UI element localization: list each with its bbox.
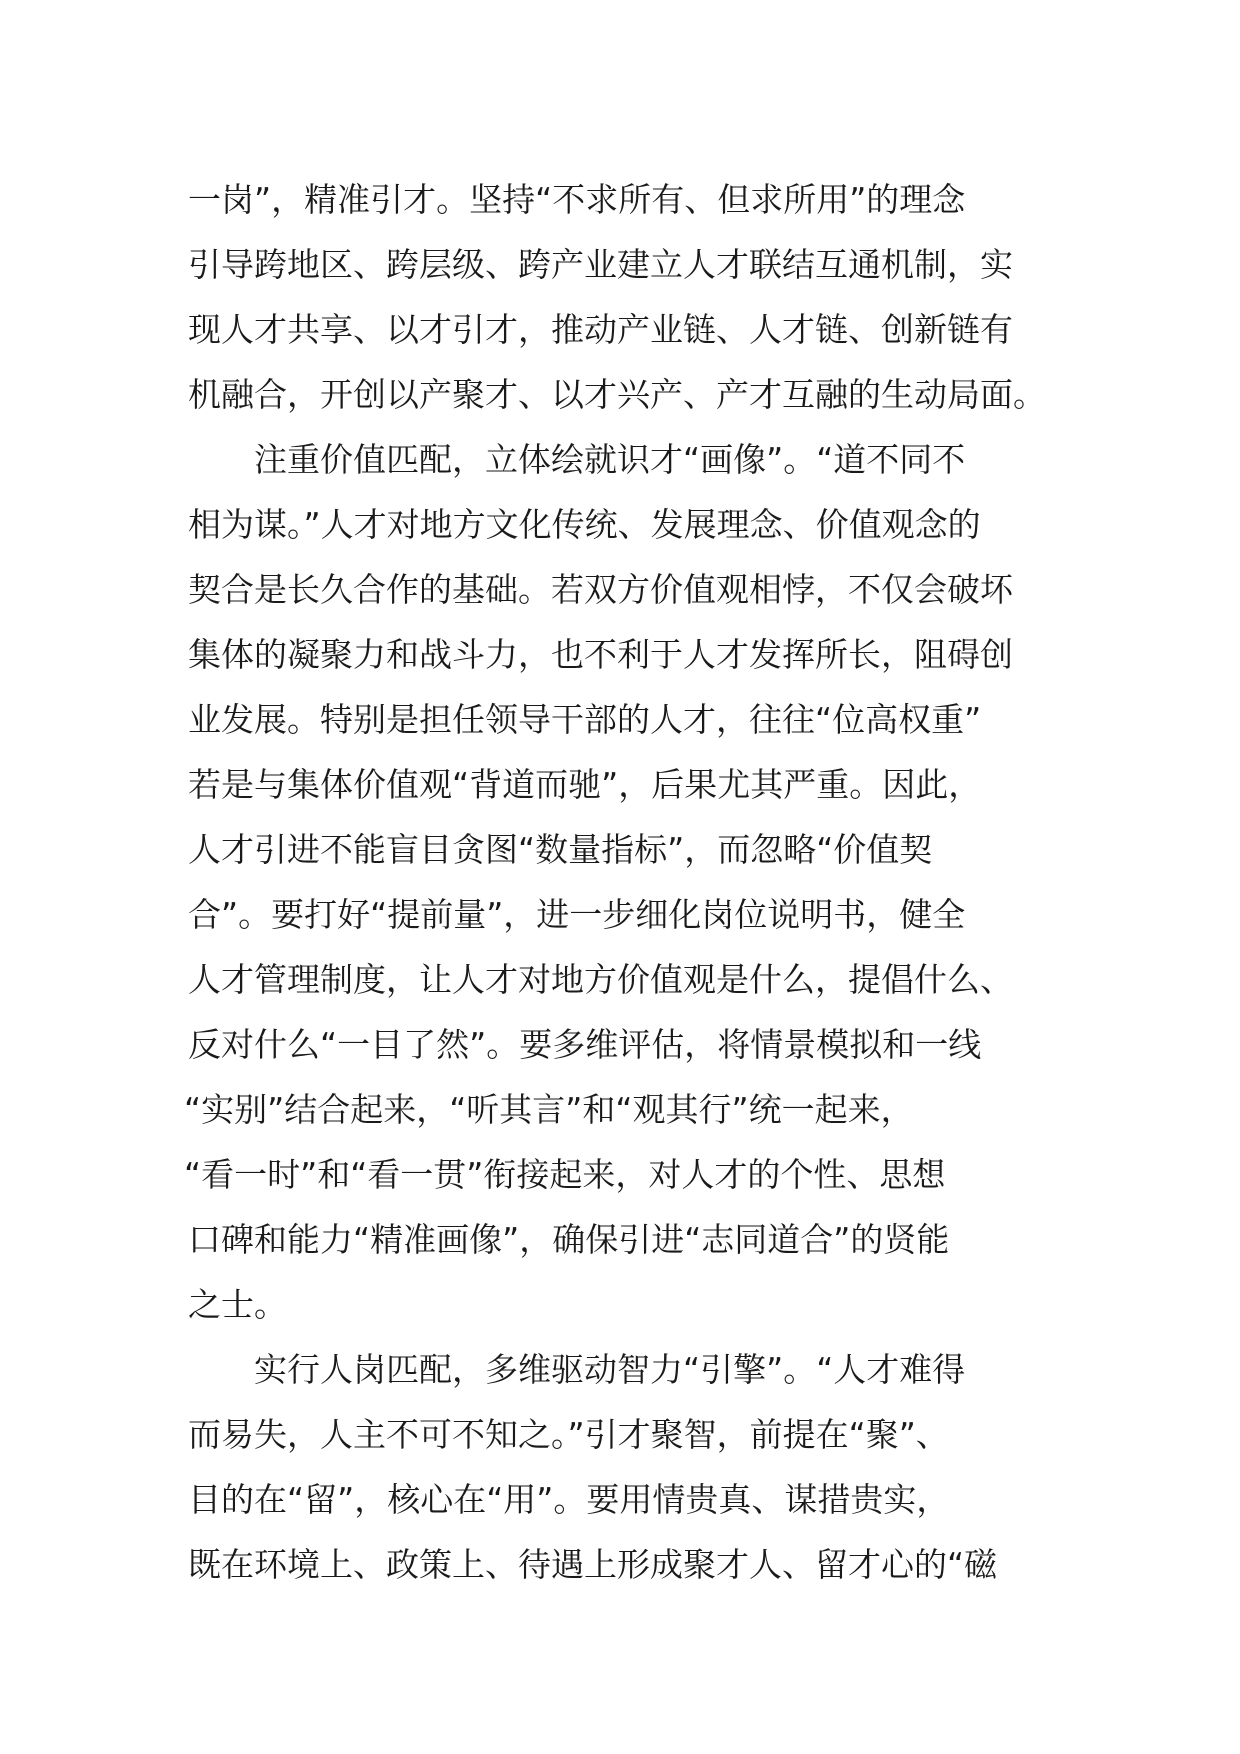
paragraph-start-line: 注重价值匹配，立体绘就识才“画像”。“道不同不	[254, 440, 966, 479]
text-line: 口碑和能力“精准画像”，确保引进“志同道合”的贤能	[188, 1220, 950, 1259]
text-line: 相为谋。”人才对地方文化传统、发展理念、价值观念的	[188, 505, 981, 544]
text-line: 反对什么“一目了然”。要多维评估，将情景模拟和一线	[188, 1025, 982, 1064]
text-line: 人才引进不能盲目贪图“数量指标”，而忽略“价值契	[188, 830, 933, 869]
text-line: 机融合，开创以产聚才、以才兴产、产才互融的生动局面。	[188, 375, 1046, 414]
text-line: 合”。要打好“提前量”，进一步细化岗位说明书，健全	[188, 895, 966, 934]
text-line: 若是与集体价值观“背道而驰”，后果尤其严重。因此，	[188, 765, 982, 804]
text-line: 人才管理制度，让人才对地方价值观是什么，提倡什么、	[188, 960, 1013, 999]
text-line: 业发展。特别是担任领导干部的人才，往往“位高权重”	[188, 700, 982, 739]
body-text	[184, 167, 1068, 1597]
text-line: 目的在“留”，核心在“用”。要用情贵真、谋措贵实，	[188, 1480, 950, 1519]
text-line: 之士。	[188, 1285, 287, 1324]
text-line: “实别”结合起来，“听其言”和“观其行”统一起来，	[184, 1090, 914, 1129]
text-line: 而易失，人主不可不知之。”引才聚智，前提在“聚”、	[188, 1415, 949, 1454]
text-line: 一岗”，精准引才。坚持“不求所有、但求所用”的理念	[188, 180, 966, 219]
paragraph-start-line: 实行人岗匹配，多维驱动智力“引擎”。“人才难得	[254, 1350, 966, 1389]
text-line: 契合是长久合作的基础。若双方价值观相悖，不仅会破坏	[188, 570, 1013, 609]
text-line: 集体的凝聚力和战斗力，也不利于人才发挥所长，阻碍创	[188, 635, 1013, 674]
text-line: 既在环境上、政策上、待遇上形成聚才人、留才心的“磁	[188, 1545, 998, 1584]
text-line: 引导跨地区、跨层级、跨产业建立人才联结互通机制，实	[188, 245, 1013, 284]
text-line: 现人才共享、以才引才，推动产业链、人才链、创新链有	[188, 310, 1013, 349]
text-line: “看一时”和“看一贯”衔接起来，对人才的个性、思想	[184, 1155, 946, 1194]
